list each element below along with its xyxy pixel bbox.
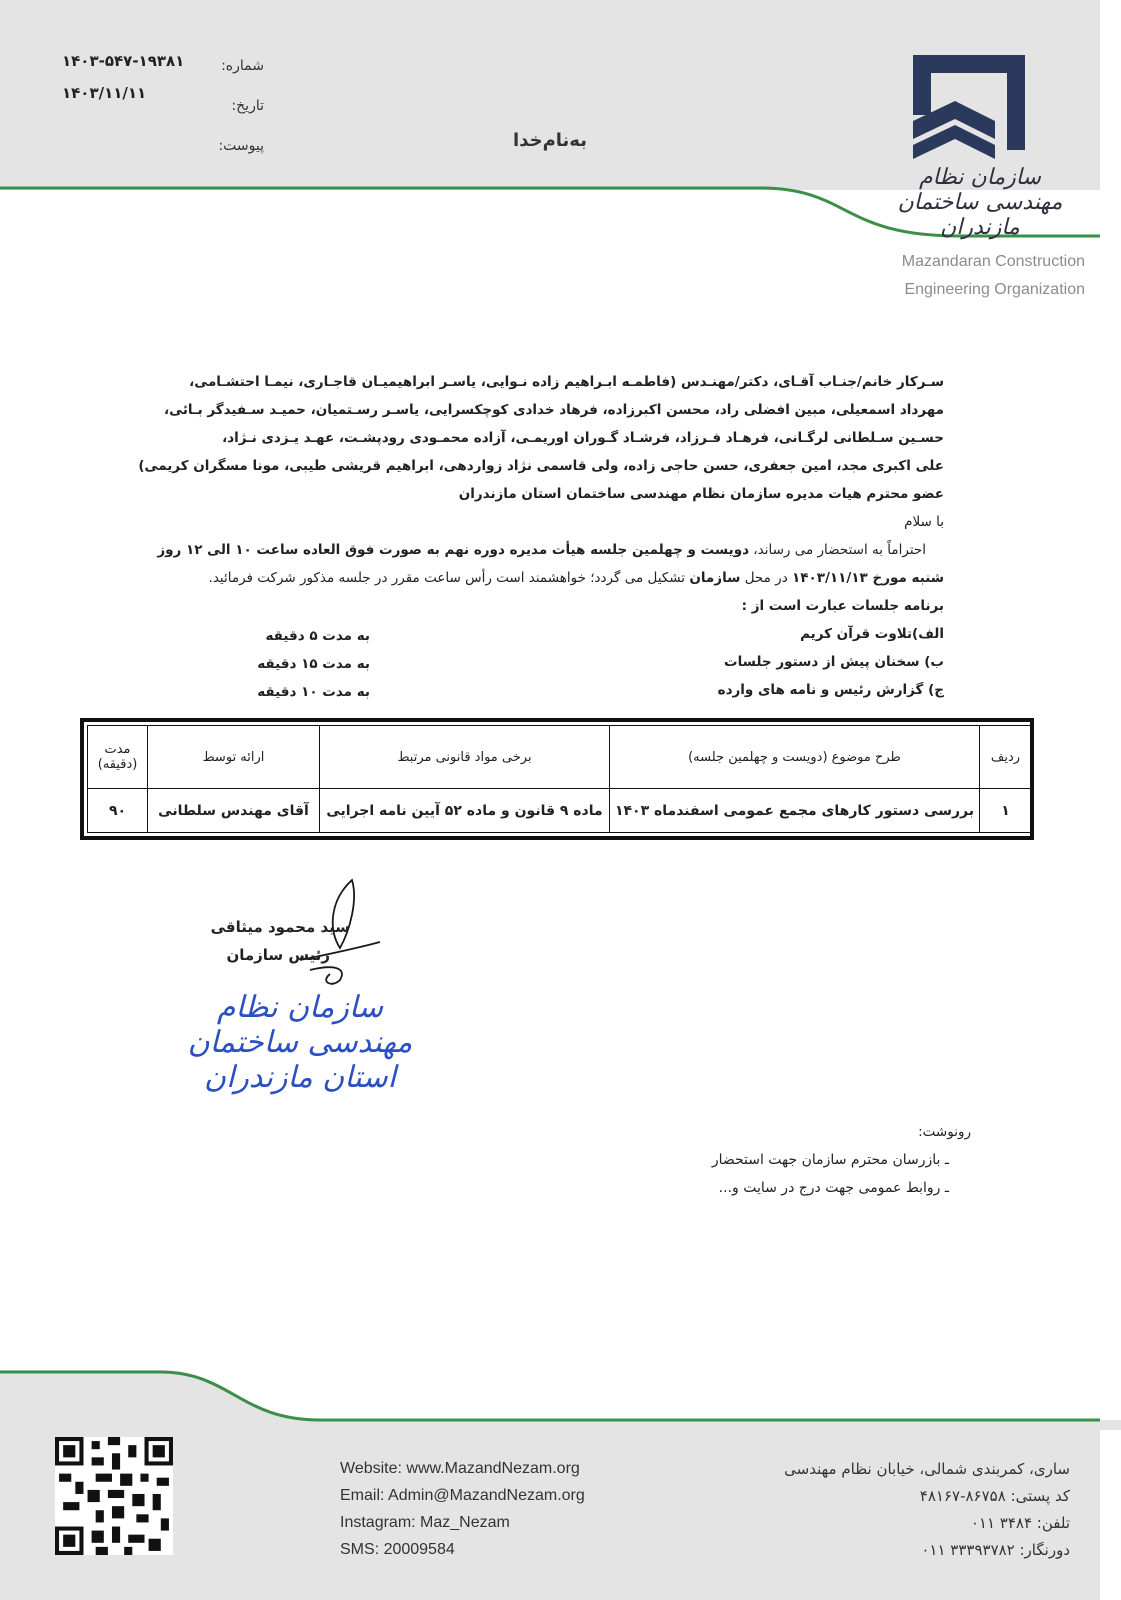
attachment-label: پیوست: <box>218 138 264 154</box>
basmala: به‌نام‌خدا <box>513 130 587 151</box>
organization-name-fa: سازمان نظام مهندسی ساختمان مازندران <box>897 165 1063 240</box>
greeting: با سلام <box>904 514 944 530</box>
program-duration: به مدت ۱۵ دقیقه <box>257 656 370 672</box>
organization-name-en-line2: Engineering Organization <box>904 281 1085 298</box>
signatory-name: سید محمود میثاقی <box>210 918 350 936</box>
program-item: الف)تلاوت قرآن کریم <box>800 626 944 642</box>
paragraph-line1-a: احتراماً به استحضار می رساند، <box>749 542 926 558</box>
program-title: برنامه جلسات عبارت است از : <box>741 598 944 614</box>
paragraph-line1-b: دویست و چهلمین جلسه هیأت مدیره دوره نهم به صورت فوق العاده ساعت ۱۰ الی ۱۲ روز <box>157 542 750 558</box>
footer-address: ساری، کمربندی شمالی، خیابان نظام مهندسی <box>784 1460 1070 1478</box>
cell-row-number: ۱ <box>980 789 1032 833</box>
date-label: تاریخ: <box>231 98 264 114</box>
cc-item: ـ بازرسان محترم سازمان جهت استحضار <box>711 1152 949 1168</box>
paragraph-line-2 <box>209 570 944 586</box>
cell-duration: ۹۰ <box>88 789 148 833</box>
cell-topic: بررسی دستور کارهای مجمع عمومی اسفندماه ۱۴۰۳ <box>610 789 980 833</box>
organization-stamp: سازمان نظام مهندسی ساختمان استان مازندران <box>187 990 413 1095</box>
footer-website[interactable]: Website: www.MazandNezam.org <box>340 1460 580 1477</box>
program-item: ج) گزارش رئیس و نامه های وارده <box>717 682 944 698</box>
paragraph-line2-d: تشکیل می گردد؛ خواهشمند است رأس ساعت مقرر در جلسه مذکور شرکت فرمائید. <box>208 570 690 586</box>
qr-code-icon <box>55 1437 173 1555</box>
footer-curve <box>0 1370 1121 1430</box>
footer-postal-code: کد پستی: ۸۶۷۵۸-۴۸۱۶۷ <box>919 1487 1070 1505</box>
addressee-line: عضو محترم هیات مدیره سازمان نظام مهندسی ساختمان استان مازندران <box>458 486 944 502</box>
program-duration: به مدت ۱۰ دقیقه <box>257 684 370 700</box>
header-row-number: ردیف <box>980 726 1032 789</box>
paragraph-line2-b: در محل <box>740 570 792 586</box>
addressee-line: علی اکبری مجد، امین جعفری، حسن حاجی زاده، ولی قاسمی نژاد زواردهی، ابراهیم قریشی طیبی، مونا مسگران کریمی) <box>138 458 944 474</box>
addressee-line: مهرداد اسمعیلی، مبین افضلی راد، محسن اکبرزاده، فرهاد خدادی کوچکسرایی، یاسـر رسـتمیان، حمیـد سـفیدگر بـائی، <box>164 402 944 418</box>
header-duration-line1: مدت <box>104 742 131 757</box>
cc-item: ـ روابط عمومی جهت درج در سایت و... <box>718 1180 949 1196</box>
cell-laws: ماده ۹ قانون و ماده ۵۲ آیین نامه اجرایی <box>320 789 610 833</box>
footer-fax: دورنگار: ۳۳۳۹۳۷۸۲ ۰۱۱ <box>921 1541 1070 1559</box>
table-row <box>88 789 1032 833</box>
cc-title: رونوشت: <box>918 1124 971 1140</box>
date-value: ۱۴۰۳/۱۱/۱۱ <box>62 84 147 102</box>
number-value: ۱۴۰۳-۵۴۷-۱۹۳۸۱ <box>62 52 185 70</box>
program-item: ب) سخنان پیش از دستور جلسات <box>724 654 944 670</box>
addressee-line: حسـین سـلطانی لرگـانی، فرهـاد فـرزاد، فرشـاد گـوران اوریمـی، آزاده محمـودی رودپشـت، عهـد یـزدی نـژاد، <box>222 430 944 446</box>
paragraph-line2-c: سازمان <box>689 570 741 586</box>
header-topic: طرح موضوع (دویست و چهلمین جلسه) <box>610 726 980 789</box>
footer-phone: تلفن: ۳۴۸۴ ۰۱۱ <box>970 1514 1070 1532</box>
footer-instagram[interactable]: Instagram: Maz_Nezam <box>340 1514 510 1531</box>
header-presenter: ارائه توسط <box>148 726 320 789</box>
program-duration: به مدت ۵ دقیقه <box>265 628 370 644</box>
addressee-line: سـرکار خانم/جنـاب آقـای، دکتر/مهنـدس (فاطمـه ابـراهیم زاده نـوایی، یاسـر ابراهیمیـان قاجـاری، نیمـا احتشـامی، <box>189 374 944 390</box>
paragraph-line2-a: شنبه مورخ ۱۴۰۳/۱۱/۱۳ <box>792 570 944 586</box>
footer-sms: SMS: 20009584 <box>340 1541 455 1558</box>
table-header-row <box>88 726 1032 789</box>
header-duration-line2: (دقیقه) <box>97 757 138 772</box>
header-laws: برخی مواد قانونی مرتبط <box>320 726 610 789</box>
number-label: شماره: <box>221 58 264 74</box>
organization-name-en <box>860 248 1085 304</box>
signatory-title: رئیس سازمان <box>226 946 330 964</box>
agenda-table <box>80 718 1034 840</box>
footer-email[interactable]: Email: Admin@MazandNezam.org <box>340 1487 585 1504</box>
organization-logo-icon <box>895 45 1045 175</box>
header-duration <box>88 726 148 789</box>
paragraph-line-1 <box>157 542 926 558</box>
organization-name-en-line1: Mazandaran Construction <box>901 253 1085 270</box>
cell-presenter: آقای مهندس سلطانی <box>148 789 320 833</box>
